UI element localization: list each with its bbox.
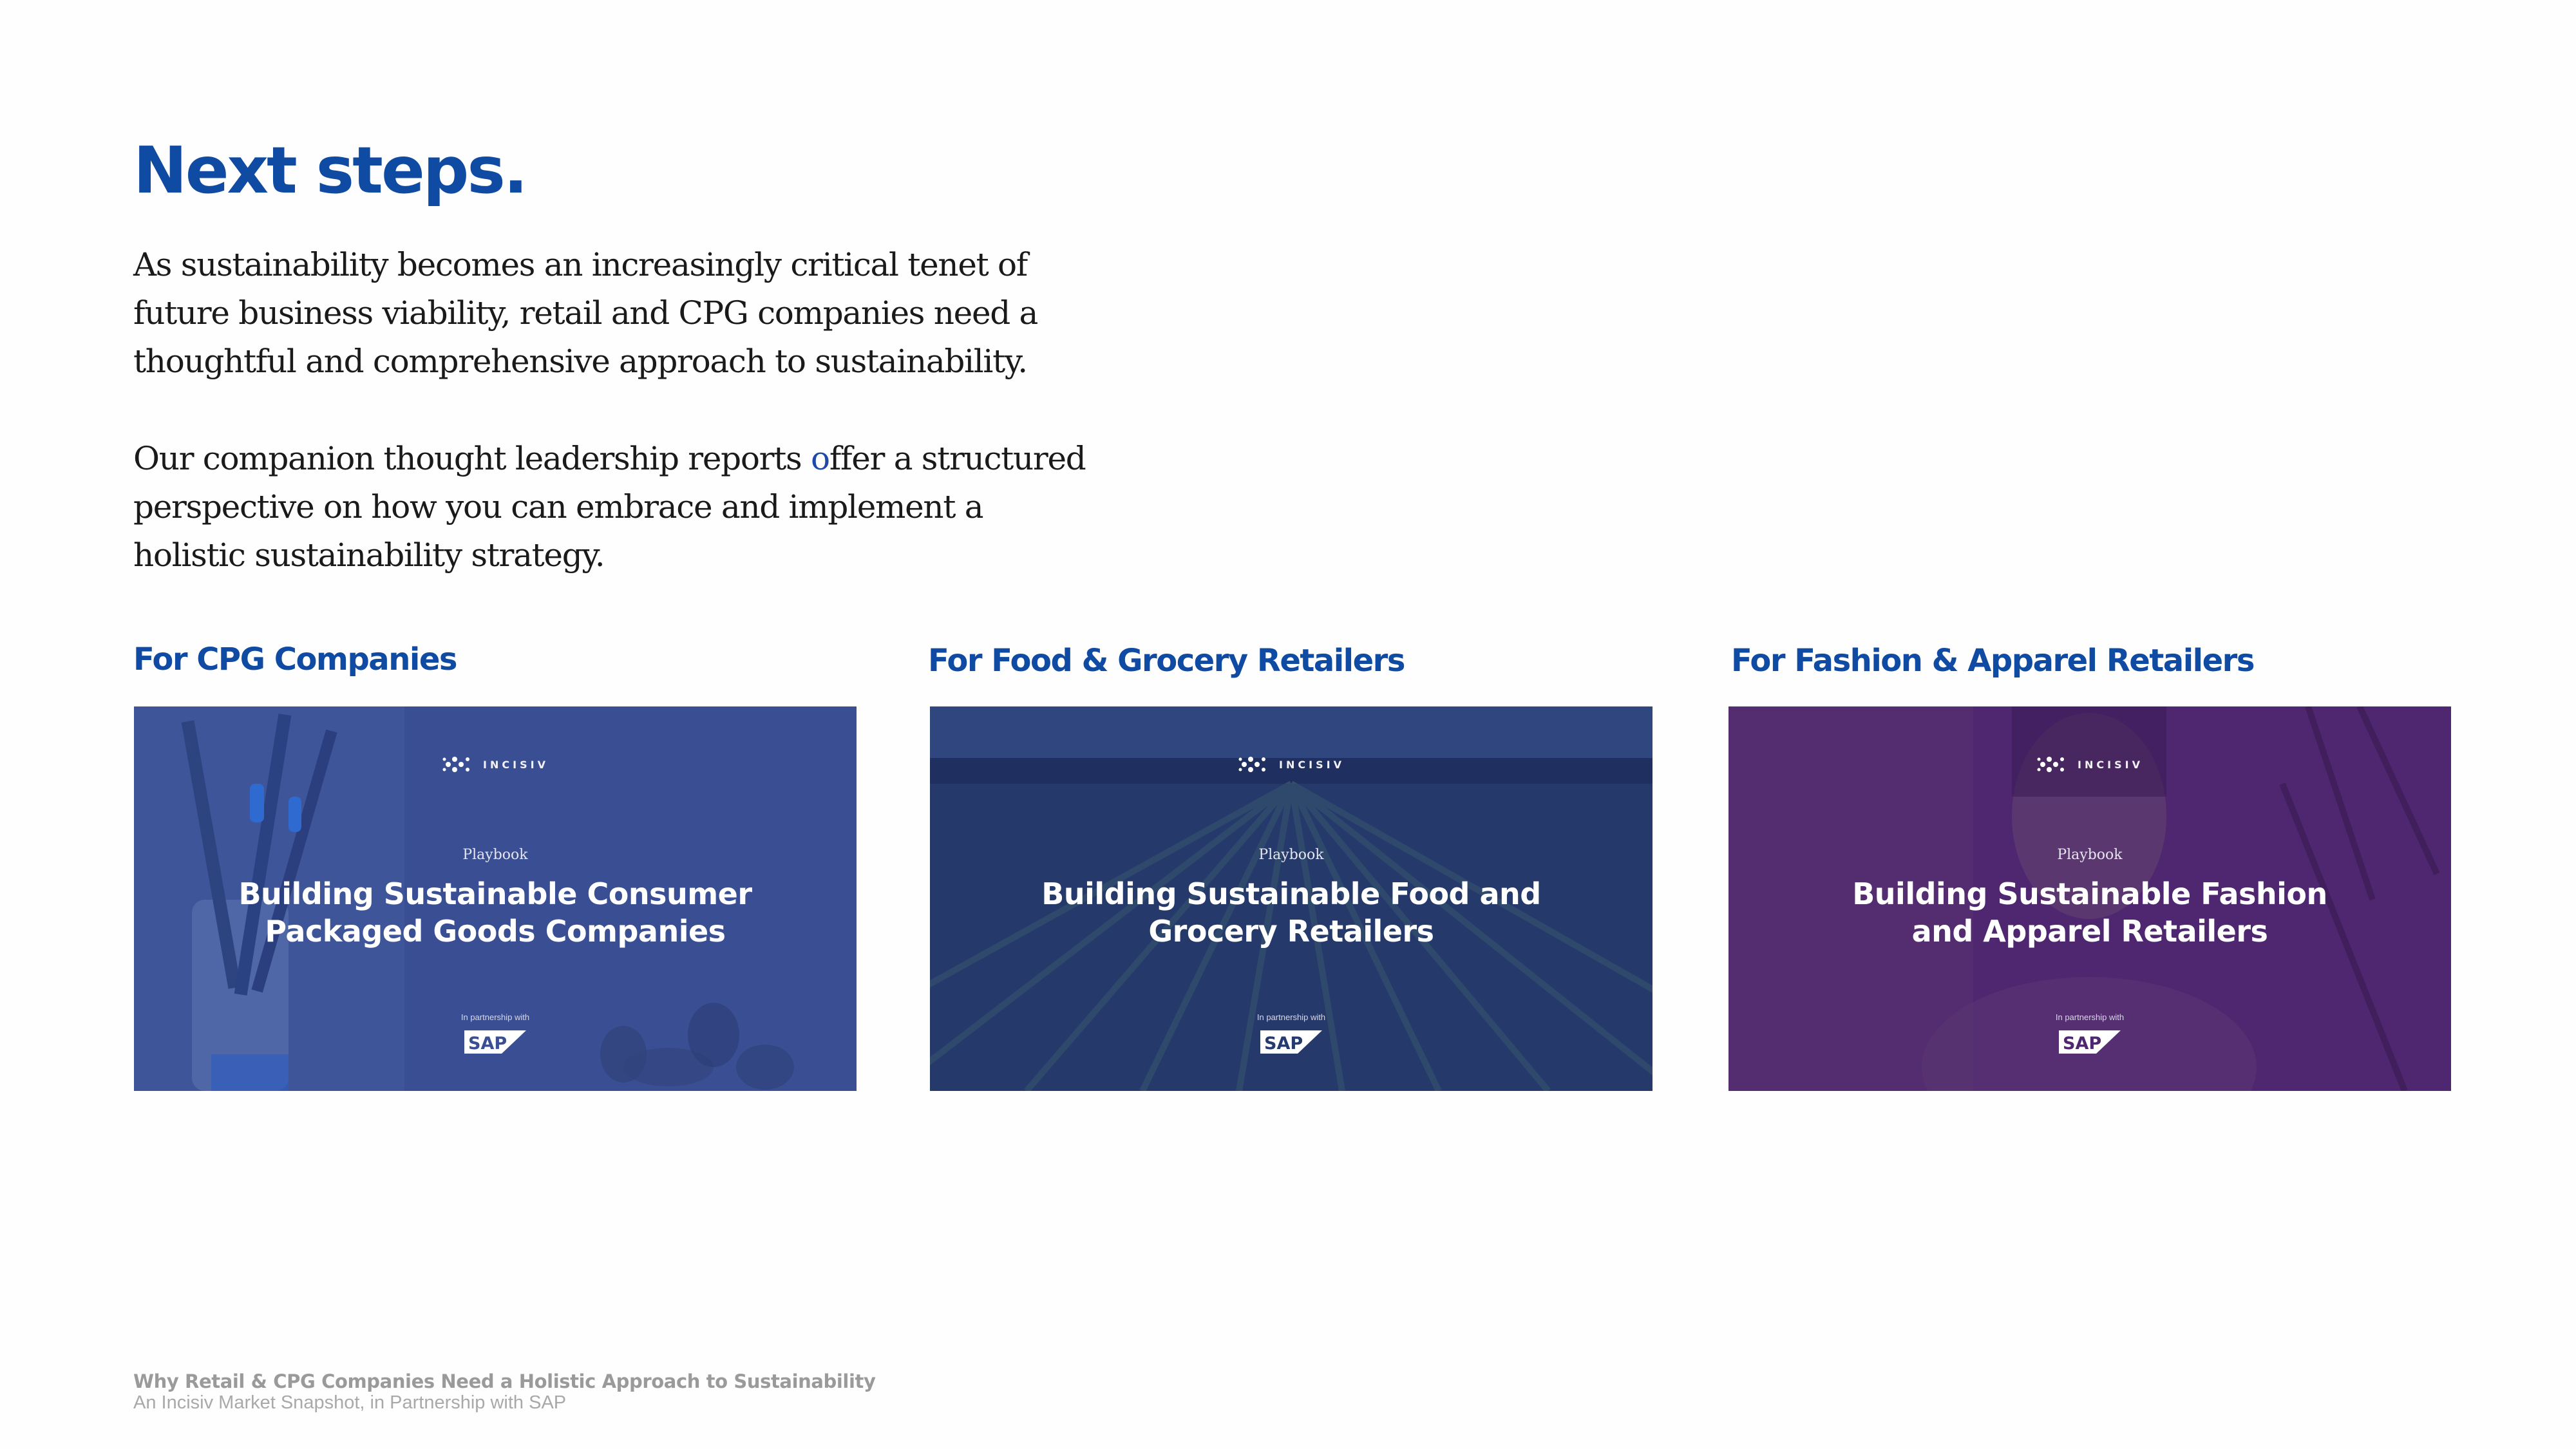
companion-paragraph-start: Our companion thought leadership reports	[133, 440, 811, 477]
partner-text: In partnership with	[2055, 1012, 2125, 1022]
footer-subtitle: An Incisiv Market Snapshot, in Partnership with SAP	[133, 1392, 567, 1413]
intro-paragraph: As sustainability becomes an increasingly critical tenet of future business viability, retail and CPG companies need a thoughtful and comprehensive approach to sustainability.	[133, 246, 1038, 380]
companion-paragraph	[133, 435, 1138, 580]
page-title: Next steps.	[133, 133, 526, 208]
cover-kicker: Playbook	[2057, 847, 2123, 863]
incisiv-logo-icon	[1238, 753, 1270, 776]
incisiv-logo-text: INCISIV	[1279, 758, 1345, 771]
svg-text:SAP: SAP	[2063, 1034, 2102, 1054]
cover-kicker: Playbook	[1258, 847, 1324, 863]
incisiv-logo	[930, 753, 1653, 776]
sap-logo-icon	[463, 1029, 527, 1055]
svg-text:SAP: SAP	[1264, 1034, 1303, 1054]
cover-title: Building Sustainable Food and Grocery Retailers	[1041, 876, 1541, 949]
footer-title: Why Retail & CPG Companies Need a Holistic Approach to Sustainability	[133, 1370, 876, 1392]
incisiv-logo	[1728, 753, 2451, 776]
sap-logo-icon	[2058, 1029, 2122, 1055]
card-label-cpg: For CPG Companies	[133, 641, 457, 677]
cover-title: Building Sustainable Fashion and Apparel Retailers	[1852, 876, 2327, 949]
companion-paragraph-end: ffer a structured perspective on how you can embrace and implement a holistic sustainability strategy.	[133, 440, 1086, 574]
cover-kicker: Playbook	[462, 847, 528, 863]
partner-text: In partnership with	[1256, 1012, 1326, 1022]
incisiv-logo	[134, 753, 857, 776]
card-label-food-grocery: For Food & Grocery Retailers	[928, 643, 1405, 679]
incisiv-logo-text: INCISIV	[2078, 758, 2143, 771]
incisiv-logo-icon	[2036, 753, 2069, 776]
report-cover-fashion-apparel[interactable]	[1728, 706, 2451, 1091]
incisiv-logo-text: INCISIV	[483, 758, 549, 771]
incisiv-logo-icon	[442, 753, 474, 776]
sap-logo-icon	[1259, 1029, 1323, 1055]
svg-text:SAP: SAP	[468, 1034, 507, 1054]
cover-title: Building Sustainable Consumer Packaged Goods Companies	[238, 876, 752, 949]
card-label-fashion-apparel: For Fashion & Apparel Retailers	[1731, 643, 2254, 679]
companion-paragraph-accent: o	[811, 440, 829, 477]
report-cover-food-grocery[interactable]	[930, 706, 1653, 1091]
report-cover-cpg[interactable]	[134, 706, 857, 1091]
partner-text: In partnership with	[460, 1012, 530, 1022]
